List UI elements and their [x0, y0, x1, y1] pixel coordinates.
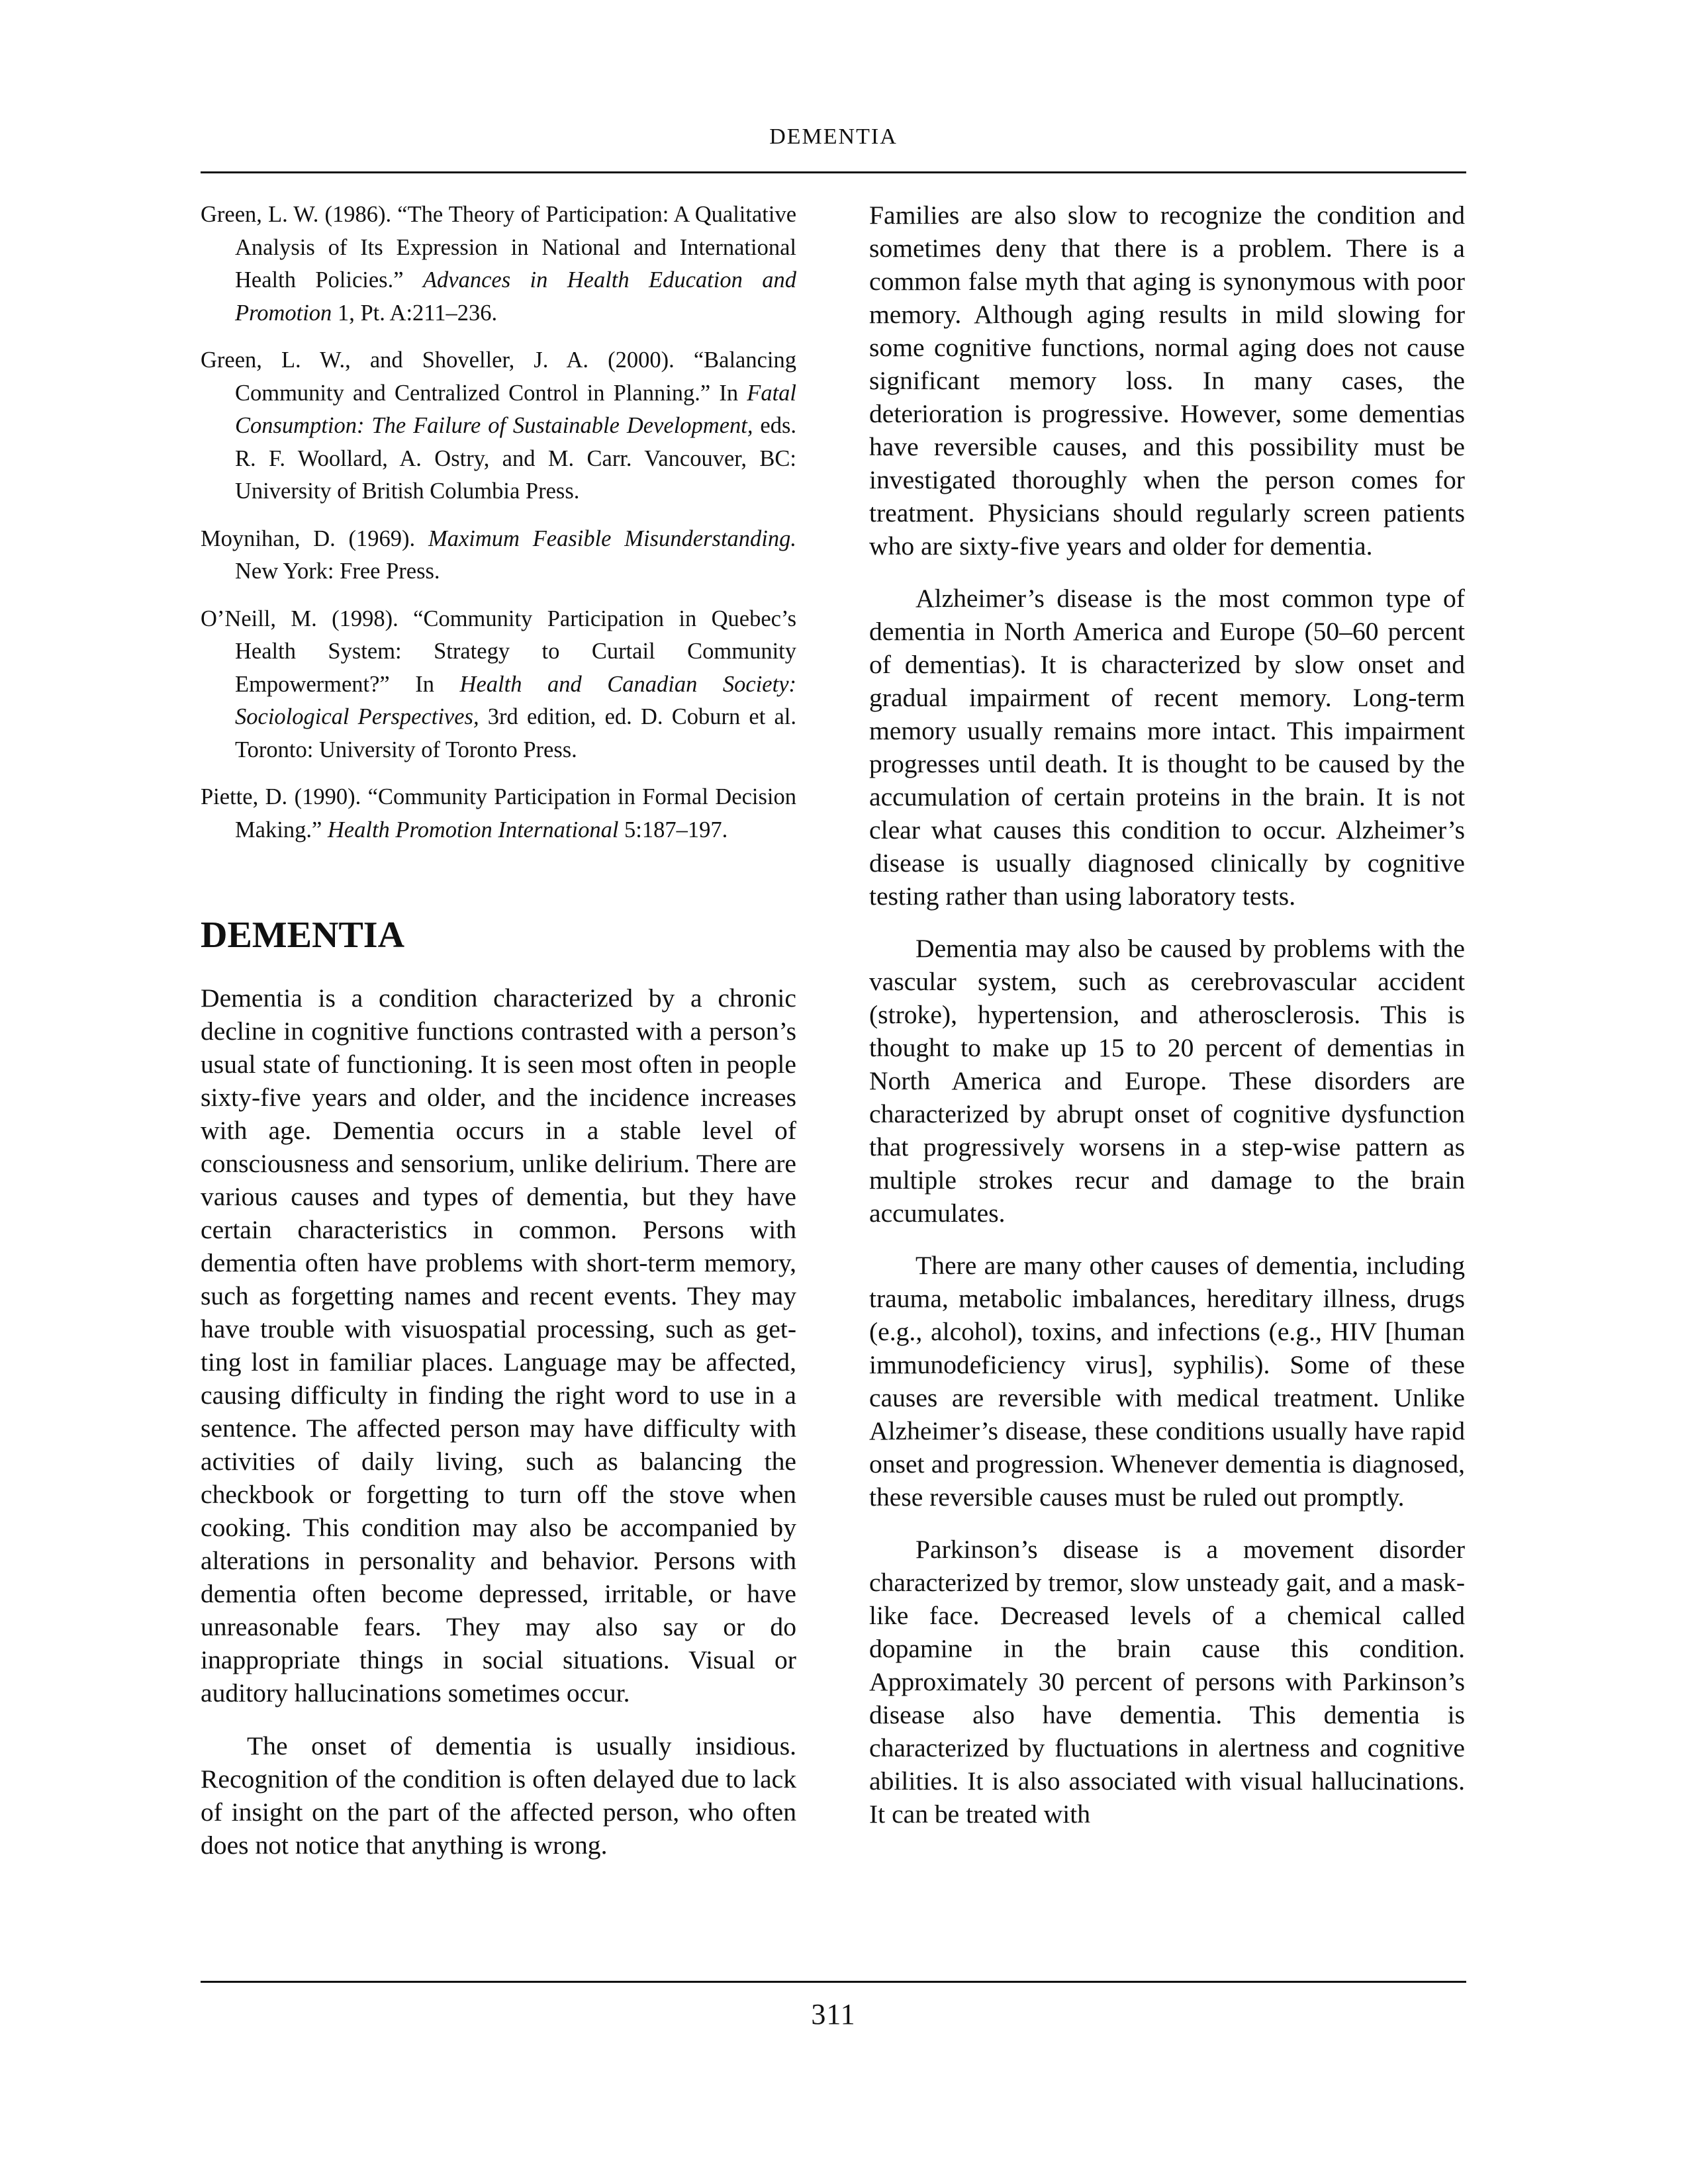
reference-details: 1, Pt. A:211–236. [332, 300, 498, 326]
reference-entry [201, 523, 796, 588]
reference-journal: Health and Canadian Society: Sociological Perspectives, [235, 671, 796, 729]
body-paragraph: The onset of dementia is usually insidious. Recognition of the condition is often delayed due to lack of insight on the part of the affected person, who often does not notice that anything is wrong. [201, 1731, 796, 1860]
running-head: DEMENTIA [769, 124, 898, 149]
footer-rule [201, 1981, 1466, 1983]
reference-details: 5:187–197. [618, 817, 728, 842]
reference-details: eds. R. F. Woollard, A. Ostry, and M. Carr. Vancouver, BC: University of British Columbia Press. [235, 413, 796, 504]
reference-entry [201, 344, 796, 508]
body-paragraph: Dementia is a condition characterized by a chronic decline in cognitive functions contrasted with a person’s usual state of functioning. It is seen most often in people sixty-five years and older, and the incidence increases with age. Dementia occurs in a stable level of consciousness and sensorium, unlike delirium. There are various causes and types of dementia, but they have certain characteristics in common. Persons with dementia often have problems with short-term memory, such as forgetting names and recent events. They may have trouble with visuospatial processing, such as getting lost in familiar places. Language may be affected, causing difficulty in finding the right word to use in a sentence. The affected person may have difficulty with activities of daily living, such as balancing the checkbook or forgetting to turn off the stove when cooking. This condition may also be accompanied by alterations in personality and behavior. Persons with dementia often become depressed, irritable, or have unreasonable fears. They may also say or do inappropriate things in social situations. Visual or auditory hallucinations sometimes occur. [201, 983, 796, 1707]
reference-details: 3rd edition, ed. D. Coburn et al. Toronto: University of Toronto Press. [235, 704, 796, 762]
reference-text: “Balancing Community and Centralized Control in Planning.” In [235, 347, 796, 406]
body-paragraph: Alzheimer’s disease is the most common type of dementia in North America and Europe (50–60 percent of dementias). It is characterized by slow onset and gradual impairment of recent memory. Long-term memory usually remains more intact. This impairment progresses until death. It is thought to be caused by the accumulation of certain proteins in the brain. It is not clear what causes this condition to occur. Alzheimer’s disease is usually diagnosed clinically by cognitive testing rather than using laboratory tests. [869, 584, 1465, 911]
reference-text: “Community Participation in Quebec’s Health System: Strategy to Curtail Community Empowerment?” In [235, 606, 797, 697]
reference-list [201, 199, 796, 846]
reference-journal: Health Promotion International [327, 817, 619, 842]
body-paragraph: There are many other causes of dementia, including trauma, metabolic imbalances, hereditary illness, drugs (e.g., alcohol), toxins, and infections (e.g., HIV [human immunodeficiency virus], syphilis). Some of these causes are reversible with medical treatment. Unlike Alzheimer’s disease, these conditions usually have rapid onset and progression. Whenever dementia is diagnosed, these reversible causes must be ruled out promptly. [869, 1251, 1465, 1512]
body-paragraph: Dementia may also be caused by problems with the vascular system, such as cerebrovascular accident (stroke), hypertension, and atherosclerosis. This is thought to make up 15 to 20 percent of dementias in North America and Europe. These disorders are characterized by abrupt onset of cognitive dysfunction that progressively worsens in a step-wise pattern as multiple strokes recur and damage to the brain accumulates. [869, 934, 1465, 1228]
article-title: DEMENTIA [201, 915, 405, 956]
reference-author: Moynihan, D. (1969). [201, 525, 428, 551]
page-number: 311 [811, 1998, 856, 2030]
reference-author: O’Neill, M. (1998). [201, 606, 414, 631]
reference-author: Green, L. W., and Shoveller, J. A. (2000). [201, 347, 694, 373]
reference-entry [201, 603, 796, 767]
reference-author: Piette, D. (1990). [201, 784, 368, 809]
reference-journal: Maximum Feasible Misunderstanding. [428, 525, 796, 551]
reference-text: “Community Participation in Formal Decision Making.” [235, 784, 796, 842]
reference-entry [201, 781, 796, 846]
body-paragraph: Parkinson’s disease is a movement disorder characterized by tremor, slow unsteady gait, and a mask-like face. Decreased levels of a chemical called dopamine in the brain cause this condition. Approximately 30 percent of persons with Parkinson’s disease also have dementia. This dementia is characterized by fluctuations in alertness and cognitive abilities. It is also associated with visual hallucinations. It can be treated with [869, 1535, 1465, 1829]
reference-text: “The Theory of Participation: A Qualitative Analysis of Its Expression in National and International Health Policies.” [235, 202, 797, 293]
reference-author: Green, L. W. (1986). [201, 202, 398, 227]
reference-details: New York: Free Press. [235, 559, 440, 584]
reference-entry [201, 199, 796, 330]
right-column [869, 199, 1465, 1850]
left-column [201, 199, 796, 1882]
reference-journal: Fatal Consumption: The Failure of Sustainable Development, [235, 380, 796, 438]
header-rule [201, 171, 1466, 173]
reference-journal: Advances in Health Education and Promotion [235, 267, 796, 326]
body-paragraph: Families are also slow to recognize the condition and sometimes deny that there is a problem. There is a common false myth that aging is synonymous with poor memory. Although aging results in mild slowing for some cognitive functions, normal aging does not cause significant memory loss. In many cases, the deterioration is progressive. However, some dementias have reversible causes, and this possibility must be investigated thoroughly when the person comes for treatment. Physicians should regularly screen patients who are sixty-five years and older for dementia. [869, 201, 1465, 561]
